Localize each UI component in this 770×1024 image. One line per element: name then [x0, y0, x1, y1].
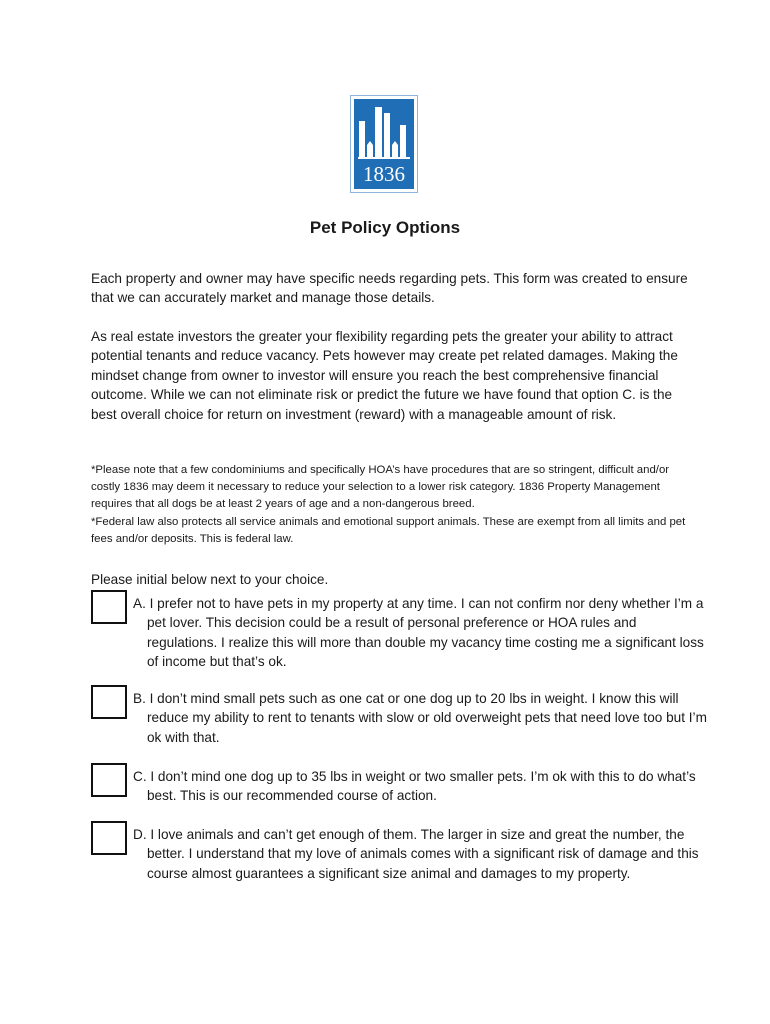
logo-graphic [350, 95, 418, 193]
logo-text: 1836 [363, 162, 405, 186]
option-b-text: B. I don’t mind small pets such as one cat or one dog up to 20 lbs in weight. I know this will reduce my ability to rent to tenants with slow or old overweight pets that need love too but I’m ok with that. [133, 691, 707, 745]
option-b-initial-box[interactable] [91, 685, 127, 719]
company-logo [350, 95, 418, 193]
body-paragraph: As real estate investors the greater your flexibility regarding pets the greater your ability to attract potential tenants and reduce vacancy. Pets however may create pet related damages. Making the mindset change from owner to investor will ensure you reach the best comprehensive financial outcome. While we can not eliminate risk or predict the future we have found that option C. is the best overall choice for return on investment (reward) with a manageable amount of risk. [91, 329, 678, 422]
intro-paragraph: Each property and owner may have specific needs regarding pets. This form was created to ensure that we can accurately market and manage those details. [91, 271, 688, 306]
option-d-text: D. I love animals and can’t get enough of them. The larger in size and great the number, the better. I understand that my love of animals comes with a significant risk of damage and this course almost guarantees a significant size animal and damages to my property. [133, 827, 699, 881]
option-c-initial-box[interactable] [91, 763, 127, 797]
option-a-initial-box[interactable] [91, 590, 127, 624]
option-d-initial-box[interactable] [91, 821, 127, 855]
instruction-text: Please initial below next to your choice. [91, 572, 329, 587]
federal-law-note: *Federal law also protects all service animals and emotional support animals. These are exempt from all limits and pet fees and/or deposits. This is federal law. [91, 516, 686, 546]
option-a-text: A. I prefer not to have pets in my property at any time. I can not confirm nor deny whether I’m a pet lover. This decision could be a result of personal preference or HOA rules and regulations. I realize this will more than double my vacancy time costing me a significant loss of income but that’s ok. [133, 596, 704, 670]
page-title: Pet Policy Options [309, 218, 461, 237]
option-c-text: C. I don’t mind one dog up to 35 lbs in weight or two smaller pets. I’m ok with this to do what’s best. This is our recommended course of action. [133, 769, 696, 804]
hoa-note: *Please note that a few condominiums and specifically HOA’s have procedures that are so stringent, difficult and/or costly 1836 may deem it necessary to reduce your selection to a lower risk category. 1836 Property Management requires that all dogs be at least 2 years of age and a non-dangerous breed. [91, 464, 670, 511]
